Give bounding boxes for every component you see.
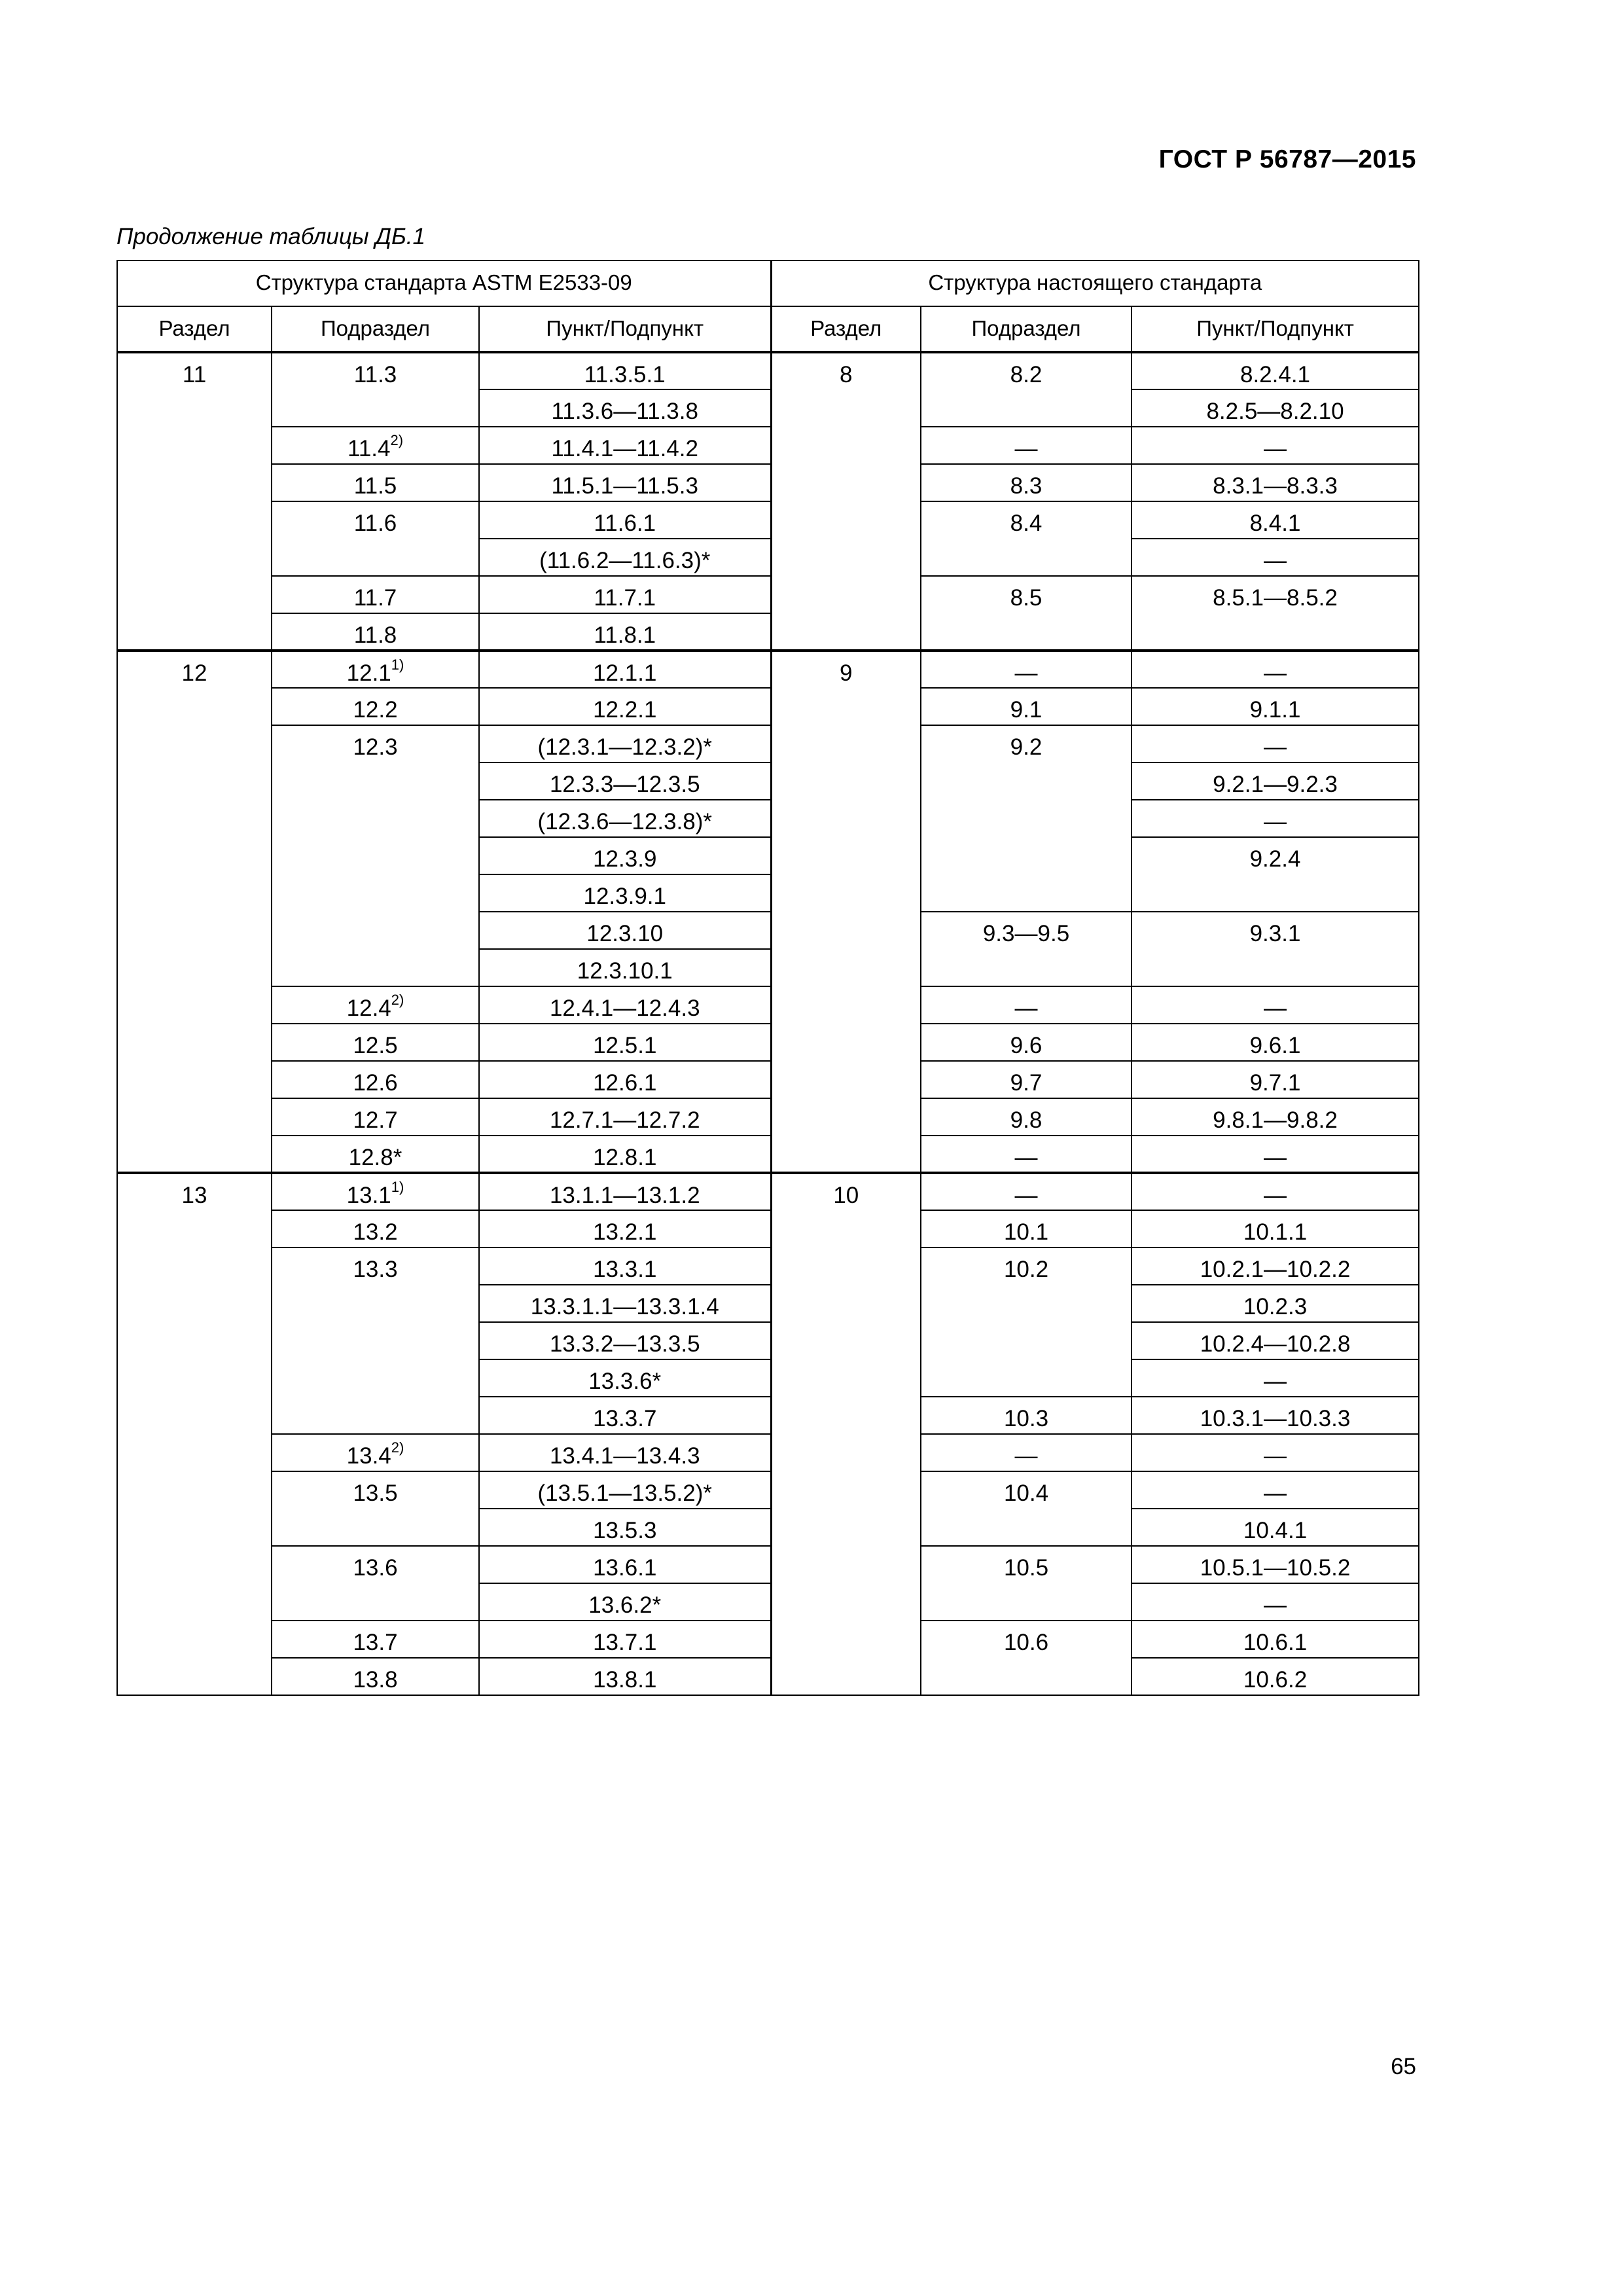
cell-punkt-astm: 12.6.1 <box>479 1061 771 1098</box>
cell-podrazdel-astm: 12.4$^{2)}$ <box>272 986 479 1024</box>
cell-punkt-current: 8.5.1—8.5.2 <box>1132 576 1419 651</box>
cell-punkt-current: — <box>1132 1434 1419 1471</box>
cell-podrazdel-astm: 12.2 <box>272 688 479 725</box>
cell-podrazdel-current: 8.3 <box>921 464 1132 501</box>
cell-punkt-astm: 11.5.1—11.5.3 <box>479 464 771 501</box>
col-header-razdel-astm: Раздел <box>117 306 272 352</box>
cell-punkt-current: 9.2.1—9.2.3 <box>1132 762 1419 800</box>
cell-punkt-current: 8.4.1 <box>1132 501 1419 539</box>
cell-punkt-current: 8.2.4.1 <box>1132 352 1419 389</box>
cell-punkt-astm: 13.3.7 <box>479 1397 771 1434</box>
cell-punkt-current: 9.1.1 <box>1132 688 1419 725</box>
cell-podrazdel-astm: 11.4$^{2)}$ <box>272 427 479 464</box>
table-row <box>117 576 1419 613</box>
cell-razdel-current: 9 <box>771 651 921 1173</box>
cell-podrazdel-astm: 13.8 <box>272 1658 479 1695</box>
group-header-astm: Структура стандарта ASTM E2533-09 <box>117 260 771 306</box>
cell-punkt-current: 10.5.1—10.5.2 <box>1132 1546 1419 1583</box>
cell-razdel-astm: 11 <box>117 352 272 651</box>
table-row <box>117 1434 1419 1471</box>
cell-podrazdel-current: — <box>921 1434 1132 1471</box>
cell-punkt-astm: 12.1.1 <box>479 651 771 688</box>
cell-punkt-astm: 11.3.6—11.3.8 <box>479 389 771 427</box>
table-row <box>117 1471 1419 1509</box>
cell-punkt-astm: 11.8.1 <box>479 613 771 651</box>
cell-podrazdel-astm: 11.5 <box>272 464 479 501</box>
cell-podrazdel-current: 9.7 <box>921 1061 1132 1098</box>
cell-razdel-astm: 12 <box>117 651 272 1173</box>
table-caption: Продолжение таблицы ДБ.1 <box>116 224 425 249</box>
cell-punkt-current: 8.3.1—8.3.3 <box>1132 464 1419 501</box>
cell-punkt-current: 10.3.1—10.3.3 <box>1132 1397 1419 1434</box>
cell-punkt-current: — <box>1132 1583 1419 1621</box>
cell-punkt-current: — <box>1132 1173 1419 1210</box>
table-column-header-row <box>117 306 1419 352</box>
cell-podrazdel-astm: 11.8 <box>272 613 479 651</box>
cell-punkt-current: 9.3.1 <box>1132 912 1419 986</box>
cell-punkt-astm: 13.3.1.1—13.3.1.4 <box>479 1285 771 1322</box>
cell-punkt-current: — <box>1132 427 1419 464</box>
footnote-marker: 2) <box>391 992 404 1009</box>
cell-podrazdel-current: 10.6 <box>921 1621 1132 1695</box>
page-number: 65 <box>1391 2054 1416 2079</box>
cell-punkt-astm: 12.3.9.1 <box>479 874 771 912</box>
table-row <box>117 352 1419 389</box>
table-row <box>117 1621 1419 1658</box>
table-row <box>117 1173 1419 1210</box>
cell-podrazdel-astm: 11.6 <box>272 501 479 576</box>
cell-podrazdel-current: 9.1 <box>921 688 1132 725</box>
cell-podrazdel-current: 10.3 <box>921 1397 1132 1434</box>
cell-punkt-current: — <box>1132 1471 1419 1509</box>
cell-podrazdel-astm: 12.8* <box>272 1136 479 1173</box>
document-code: ГОСТ Р 56787—2015 <box>1158 145 1416 173</box>
cell-punkt-astm: 11.7.1 <box>479 576 771 613</box>
cell-punkt-astm: (13.5.1—13.5.2)* <box>479 1471 771 1509</box>
cell-punkt-current: 9.7.1 <box>1132 1061 1419 1098</box>
cell-punkt-current: — <box>1132 651 1419 688</box>
cell-punkt-astm: 13.2.1 <box>479 1210 771 1247</box>
footnote-marker: 2) <box>391 1439 404 1456</box>
cell-punkt-astm: 13.7.1 <box>479 1621 771 1658</box>
cell-punkt-astm: 13.3.6* <box>479 1359 771 1397</box>
cell-podrazdel-current: 8.2 <box>921 352 1132 427</box>
table-row <box>117 651 1419 688</box>
table-row <box>117 725 1419 762</box>
cell-punkt-current: — <box>1132 1359 1419 1397</box>
cell-punkt-astm: 12.5.1 <box>479 1024 771 1061</box>
cell-punkt-current: — <box>1132 1136 1419 1173</box>
cell-podrazdel-astm: 11.7 <box>272 576 479 613</box>
cell-razdel-current: 10 <box>771 1173 921 1695</box>
cell-podrazdel-current: — <box>921 427 1132 464</box>
table-row <box>117 688 1419 725</box>
cell-podrazdel-astm: 13.2 <box>272 1210 479 1247</box>
table-row <box>117 1024 1419 1061</box>
cell-punkt-astm: 13.8.1 <box>479 1658 771 1695</box>
cell-podrazdel-astm: 13.1$^{1)}$ <box>272 1173 479 1210</box>
cell-podrazdel-current: 9.6 <box>921 1024 1132 1061</box>
cell-podrazdel-current: 8.5 <box>921 576 1132 651</box>
table-row <box>117 501 1419 539</box>
cell-podrazdel-astm: 13.7 <box>272 1621 479 1658</box>
cell-punkt-current: — <box>1132 539 1419 576</box>
cell-punkt-astm: 11.4.1—11.4.2 <box>479 427 771 464</box>
correspondence-table <box>116 260 1419 1696</box>
cell-punkt-current: 8.2.5—8.2.10 <box>1132 389 1419 427</box>
cell-punkt-astm: 13.1.1—13.1.2 <box>479 1173 771 1210</box>
table-row <box>117 1098 1419 1136</box>
cell-punkt-current: 10.2.1—10.2.2 <box>1132 1247 1419 1285</box>
cell-podrazdel-current: 10.2 <box>921 1247 1132 1397</box>
cell-podrazdel-current: — <box>921 651 1132 688</box>
cell-podrazdel-astm: 13.4$^{2)}$ <box>272 1434 479 1471</box>
table-row <box>117 986 1419 1024</box>
cell-razdel-astm: 13 <box>117 1173 272 1695</box>
col-header-punkt-current: Пункт/Подпункт <box>1132 306 1419 352</box>
cell-punkt-current: — <box>1132 800 1419 837</box>
table-row <box>117 1061 1419 1098</box>
cell-punkt-astm: (11.6.2—11.6.3)* <box>479 539 771 576</box>
cell-punkt-astm: 12.3.3—12.3.5 <box>479 762 771 800</box>
cell-punkt-astm: (12.3.6—12.3.8)* <box>479 800 771 837</box>
cell-punkt-current: 10.6.1 <box>1132 1621 1419 1658</box>
cell-podrazdel-current: — <box>921 1173 1132 1210</box>
cell-razdel-current: 8 <box>771 352 921 651</box>
table-row <box>117 427 1419 464</box>
footnote-marker: 2) <box>390 432 404 449</box>
cell-punkt-current: 9.6.1 <box>1132 1024 1419 1061</box>
table-row <box>117 1210 1419 1247</box>
table-row <box>117 1247 1419 1285</box>
table-group-header-row <box>117 260 1419 306</box>
cell-punkt-astm: 13.6.1 <box>479 1546 771 1583</box>
cell-podrazdel-astm: 12.7 <box>272 1098 479 1136</box>
cell-punkt-current: 10.6.2 <box>1132 1658 1419 1695</box>
cell-punkt-current: 9.8.1—9.8.2 <box>1132 1098 1419 1136</box>
cell-punkt-current: 10.1.1 <box>1132 1210 1419 1247</box>
cell-punkt-astm: 12.3.9 <box>479 837 771 874</box>
col-header-podrazdel-astm: Подраздел <box>272 306 479 352</box>
cell-punkt-current: 10.4.1 <box>1132 1509 1419 1546</box>
cell-podrazdel-astm: 12.1$^{1)}$ <box>272 651 479 688</box>
cell-podrazdel-current: — <box>921 986 1132 1024</box>
cell-podrazdel-astm: 11.3 <box>272 352 479 427</box>
cell-podrazdel-astm: 12.3 <box>272 725 479 986</box>
cell-podrazdel-astm: 13.6 <box>272 1546 479 1621</box>
cell-punkt-astm: 11.6.1 <box>479 501 771 539</box>
table-row <box>117 1136 1419 1173</box>
cell-podrazdel-current: — <box>921 1136 1132 1173</box>
col-header-punkt-astm: Пункт/Подпункт <box>479 306 771 352</box>
table-row <box>117 1658 1419 1695</box>
cell-punkt-current: 10.2.4—10.2.8 <box>1132 1322 1419 1359</box>
cell-punkt-astm: 13.5.3 <box>479 1509 771 1546</box>
group-header-current: Структура настоящего стандарта <box>771 260 1419 306</box>
cell-punkt-current: 10.2.3 <box>1132 1285 1419 1322</box>
cell-punkt-astm: 12.3.10.1 <box>479 949 771 986</box>
cell-podrazdel-current: 10.1 <box>921 1210 1132 1247</box>
cell-punkt-astm: 11.3.5.1 <box>479 352 771 389</box>
cell-podrazdel-current: 10.5 <box>921 1546 1132 1621</box>
col-header-razdel-current: Раздел <box>771 306 921 352</box>
footnote-marker: 1) <box>391 656 404 673</box>
cell-punkt-astm: 13.6.2* <box>479 1583 771 1621</box>
cell-punkt-astm: 13.4.1—13.4.3 <box>479 1434 771 1471</box>
cell-podrazdel-current: 9.8 <box>921 1098 1132 1136</box>
cell-punkt-astm: 13.3.2—13.3.5 <box>479 1322 771 1359</box>
table-row <box>117 1546 1419 1583</box>
cell-podrazdel-current: 10.4 <box>921 1471 1132 1546</box>
cell-punkt-astm: 12.2.1 <box>479 688 771 725</box>
cell-podrazdel-current: 8.4 <box>921 501 1132 576</box>
cell-punkt-astm: 12.7.1—12.7.2 <box>479 1098 771 1136</box>
cell-punkt-astm: 12.8.1 <box>479 1136 771 1173</box>
cell-punkt-astm: (12.3.1—12.3.2)* <box>479 725 771 762</box>
cell-punkt-astm: 13.3.1 <box>479 1247 771 1285</box>
cell-punkt-current: — <box>1132 986 1419 1024</box>
table-row <box>117 464 1419 501</box>
cell-podrazdel-current: 9.3—9.5 <box>921 912 1132 986</box>
cell-punkt-current: 9.2.4 <box>1132 837 1419 912</box>
cell-podrazdel-astm: 13.5 <box>272 1471 479 1546</box>
cell-podrazdel-astm: 12.6 <box>272 1061 479 1098</box>
cell-podrazdel-current: 9.2 <box>921 725 1132 912</box>
footnote-marker: 1) <box>391 1179 404 1196</box>
cell-punkt-astm: 12.4.1—12.4.3 <box>479 986 771 1024</box>
cell-podrazdel-astm: 13.3 <box>272 1247 479 1434</box>
cell-podrazdel-astm: 12.5 <box>272 1024 479 1061</box>
cell-punkt-current: — <box>1132 725 1419 762</box>
col-header-podrazdel-current: Подраздел <box>921 306 1132 352</box>
cell-punkt-astm: 12.3.10 <box>479 912 771 949</box>
